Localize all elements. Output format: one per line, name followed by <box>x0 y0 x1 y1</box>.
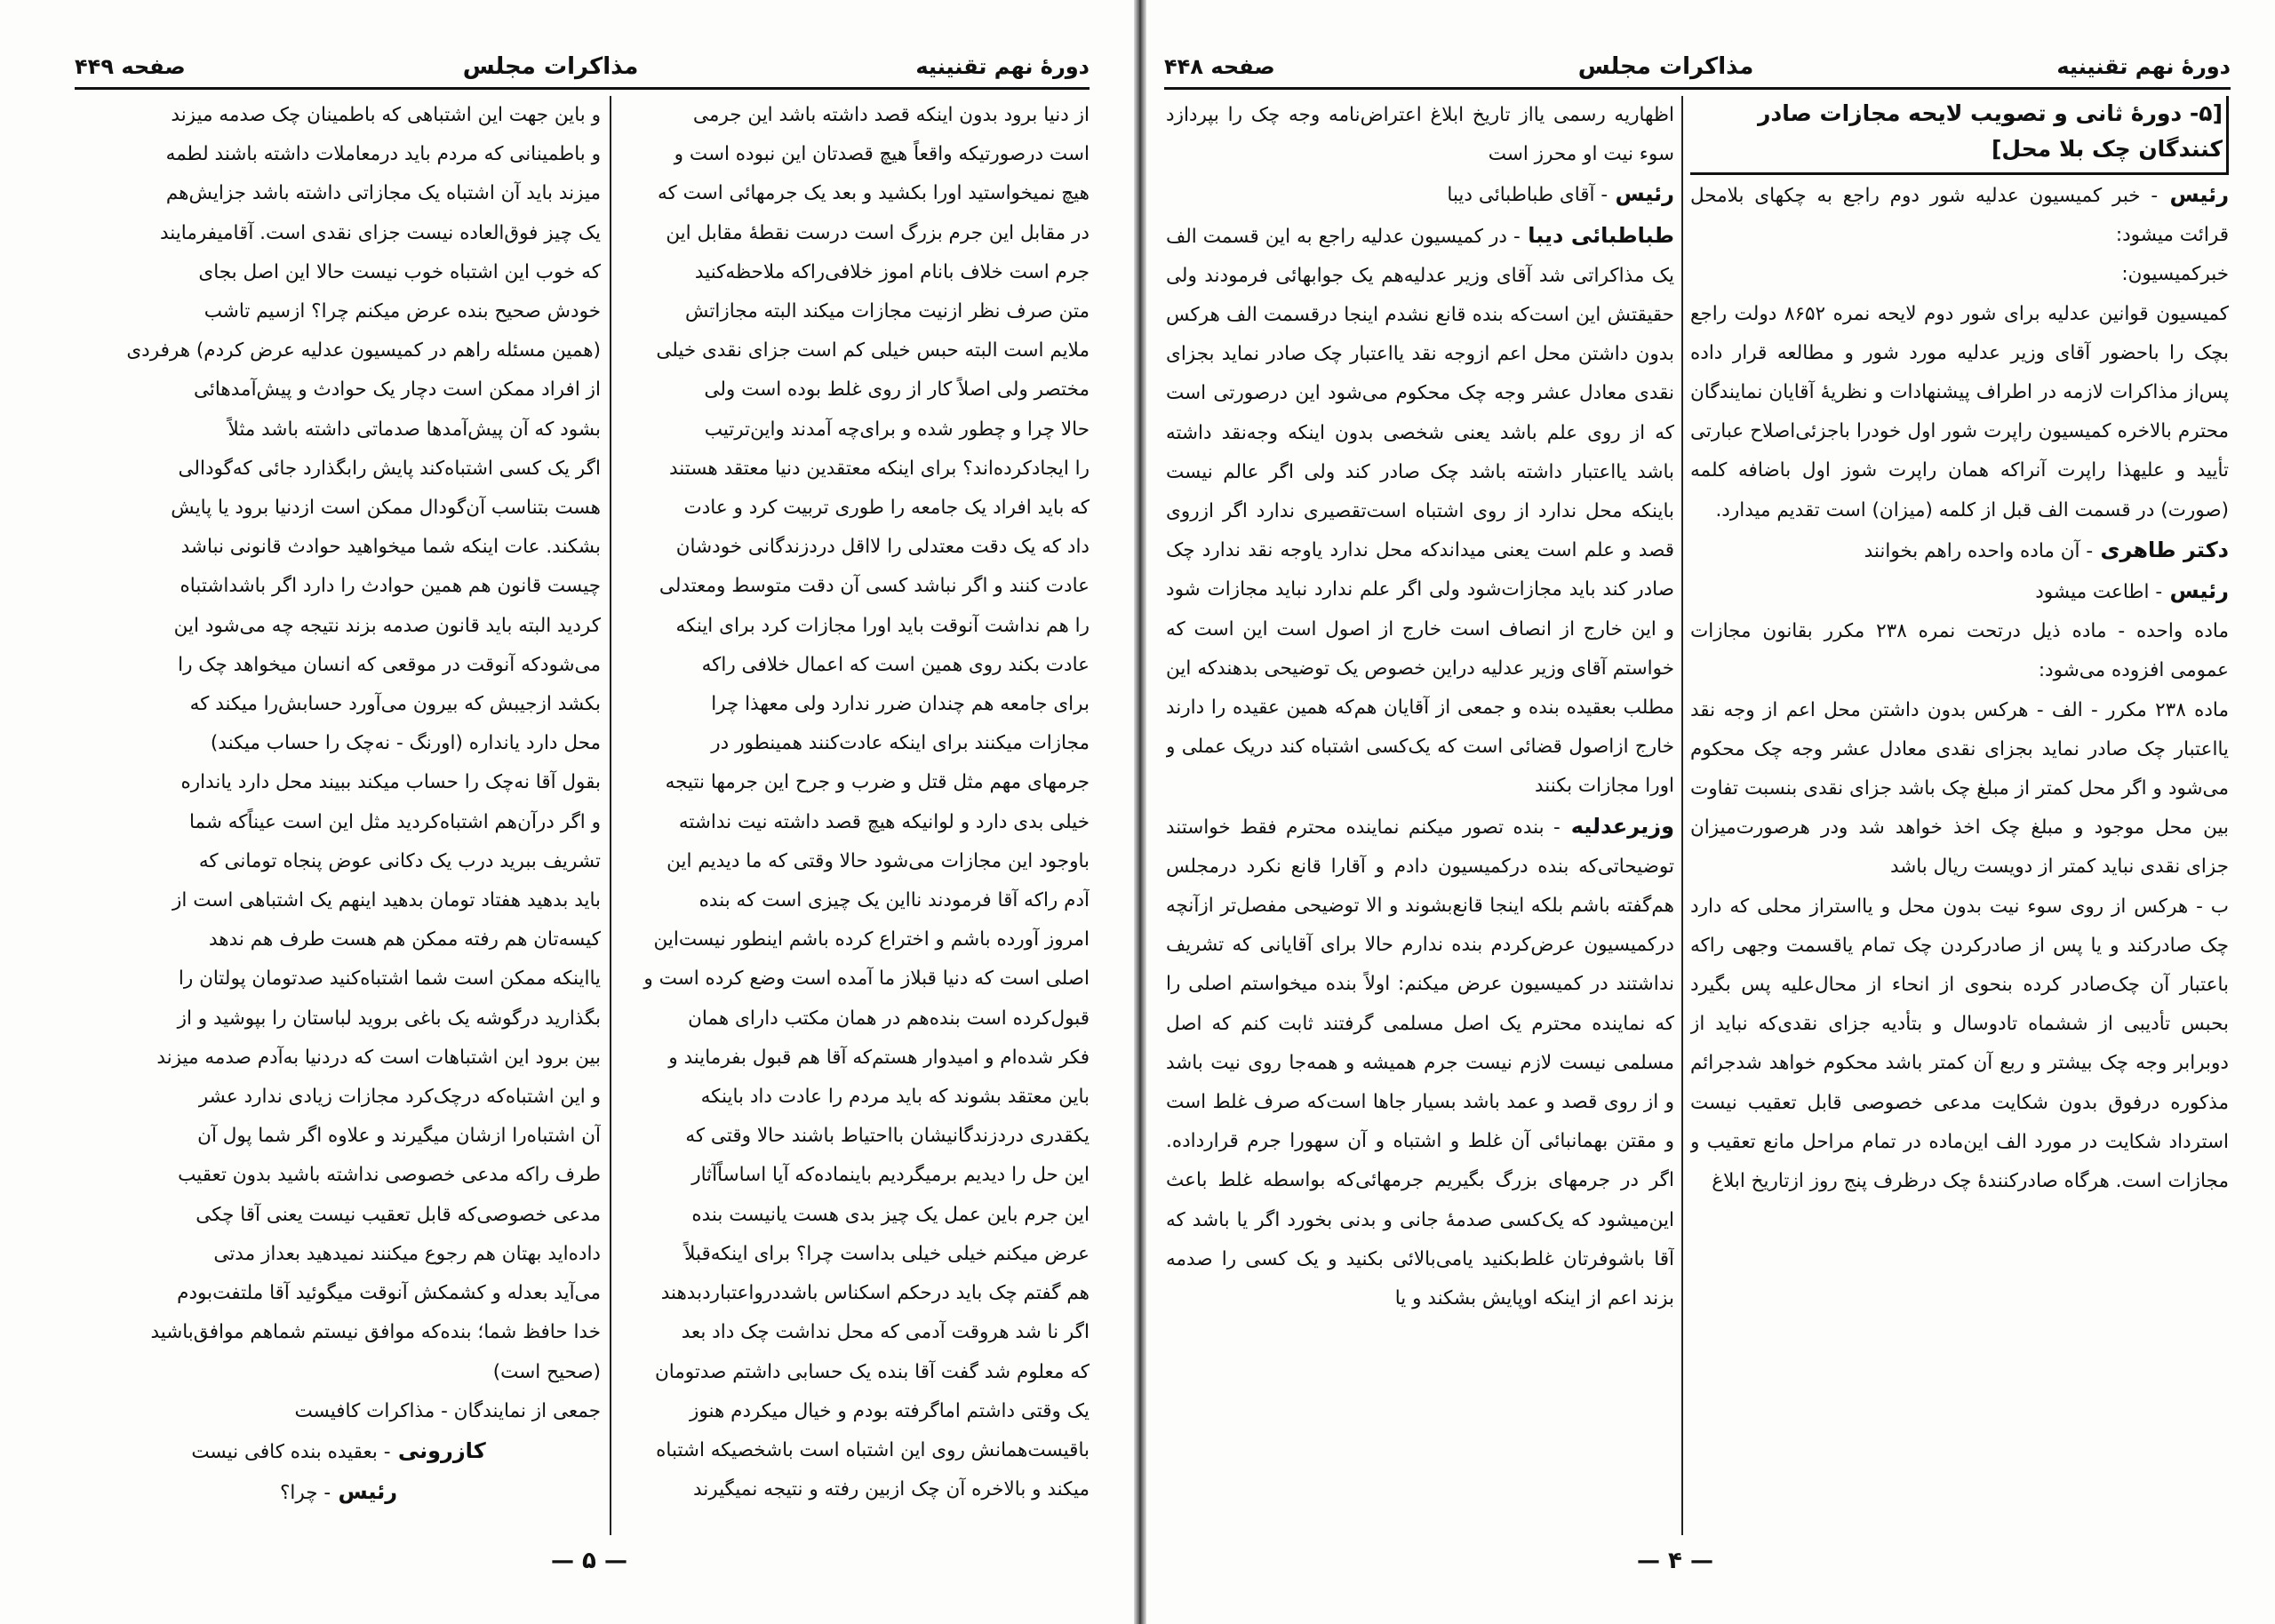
right-page-footer: — ۴ — <box>1637 1548 1713 1574</box>
paragraph <box>1690 691 2229 888</box>
text-line: عرض میکنم خیلی خیلی بداست چرا؟ برای اینکه‌قبلاً <box>684 1242 1090 1265</box>
text-line: کیسه‌تان هم رفته ممکن هم هست طرف هم ندهد <box>208 928 601 951</box>
text-line: امروز آورده باشم و اختراع کرده باشم اینطور نیست‌این <box>653 928 1090 951</box>
text-line: باین معتقد بشوند که باید مردم را عادت داد باینکه <box>700 1086 1090 1109</box>
right-header-title: مذاکرات مجلس <box>1577 53 1754 80</box>
text-line: هم گفتم چک باید درحکم اسکناس باشد‌درواعتبارد‌بدهند <box>660 1282 1090 1305</box>
text-line: خیلی بدی دارد و لوانیکه هیچ قصد داشته نیت نداشته <box>678 810 1090 833</box>
paragraph <box>1690 571 2229 612</box>
text-line: هست بتناسب آن‌گودال ممکن است ازدنیا برود یا پایش <box>171 497 601 520</box>
right-period-label: دورهٔ نهم تقنینیه <box>2056 54 2231 79</box>
text-line: یکقدری دردزندگانیشان بااحتیاط باشند حالا وقتی که <box>685 1125 1090 1148</box>
text-line: از دنیا برود بدون اینکه قصد داشته باشد این جرمی <box>692 104 1090 126</box>
text-line: می‌آید بعدله و کشمکش آنوقت میگوئید آقا ملتفت‌بودم <box>177 1282 601 1305</box>
text-line: چیست قانون هم همین حوادث را دارد اگر باشداشتباه <box>180 575 601 598</box>
paragraph-text: ماده واحده - ماده ذیل درتحت نمره ۲۳۸ مکرر بقانون مجازات عمومی افزوده می‌شود: <box>1690 620 2229 682</box>
right-page-header <box>1164 52 2231 82</box>
right-page <box>1139 0 2275 1624</box>
text-line: باوجود این مجازات می‌شود حالا وقتی که ما دیدیم این <box>667 849 1090 872</box>
text-line: ملایم است البته حبس خیلی کم است جزای نقدی خیلی <box>656 339 1090 362</box>
paragraph-text: اظهاریه رسمی یااز تاریخ ابلاغ اعتراض‌نامه وجه چک را بپردازد سوء نیت او محرز است <box>1166 104 1674 166</box>
speaker-name: دکتر طاهری <box>2093 537 2229 562</box>
paragraph <box>1166 174 1674 215</box>
speaker-name: کازرونی <box>390 1437 486 1463</box>
paragraph-text: ماده ۲۳۸ مکرر - الف - هرکس بدون داشتن محل اعم از وجه نقد یااعتبار چک صادر نماید بجزای نقدی معادل عشر وجه چک محکوم می‌شود و اگر محل کمتر از مبلغ چک باشد جزای نقدی بنسبت تفاوت بین محل موجود و مبلغ چک اخذ خواهد شد ودر هرصورت‌میزان جزای نقدی نباید کمتر از دویست ریال باشد <box>1690 698 2229 879</box>
left-header-rule <box>75 87 1090 90</box>
speaker-name: رئیس <box>331 1479 398 1505</box>
text-line: این جرم باین عمل یک چیز بدی هست یانیست بنده <box>691 1203 1090 1226</box>
right-page-number: صفحه ۴۴۸ <box>1164 54 1275 79</box>
paragraph-text: - آقای طباطبائی دیبا <box>1447 184 1608 207</box>
text-line: فکر شده‌ام و امیدوار هستم‌که آقا هم قبول بفرمایند و <box>668 1046 1090 1069</box>
right-column-right <box>1690 96 2229 1535</box>
text-line: است درصورتیکه واقعاً هیچ قصدتان این نبوده است و <box>674 143 1090 166</box>
text-line: و باین جهت این اشتباهی که باطمینان چک صدمه میزند <box>171 104 601 126</box>
text-line: میکند و بالاخره آن چک ازبین رفته و نتیجه نمیگیرند <box>692 1478 1090 1501</box>
text-line: هیچ نمیخواستید اورا بکشید و بعد یک جرمهائی است که <box>657 182 1090 205</box>
paragraph-text: ب - هرکس از روی سوء نیت بدون محل و یااستراز محلی که دارد چک صادرکند و یا پس از صادرکردن چک تمام یاقسمت وجهی راکه باعتبار آن چک‌صادر کرده بنحوی از انحاء از محال‌علیه پس بگیرد بحبس تأدیبی از ششماه تادوسال و بتأدیه جزای نقدی‌که نباید از دوبرابر وجه چک بیشتر و ربع آن کمتر باشد محکوم خواهد شدجرائم مذکوره درفوق بدون شکایت مدعی خصوصی قابل تعقیب نیست استرداد شکایت در مورد الف این‌ماده در تمام مراحل مانع تعقیب و مجازات است. هرگاه صادرکنندهٔ چک درظرف پنج روز ازتاریخ ابلاغ <box>1690 895 2229 1193</box>
text-line: و این اشتباه‌که درچک‌کرد مجازات زیادی ندارد عشر <box>198 1086 601 1109</box>
left-column-right <box>620 96 1090 1535</box>
paragraph-text: - بنده تصور میکنم نماینده محترم فقط خواستند توضیحاتی‌که بنده درکمیسیون دادم و آقارا قانع نکرد درمجلس هم‌گفته باشم بلکه اینجا قانع‌بشوند و الا توضیحی مفصل‌تر ازآنچه درکمیسیون عرض‌کردم بنده ندارم حالا برای آقایانی که تشریف نداشتند در کمیسیون عرض میکنم: اولاً بنده میخواستم اصلی را که نماینده محترم یک اصل مسلمی گرفتند ثابت کنم که اصل مسلمی نیست لازم نیست جرم همیشه و همه‌جا روی نیت باشد و از روی قصد و عمد باشد بسیار جاها است‌که صرف غلط است و مقتن بهمانبائی آن غلط و اشتباه و آن سهورا جرم قرارداده. اگر در جرمهای بزرگ بگیریم جرمهائی‌که بواسطه غلط باعث این‌میشود که یک‌کسی صدمهٔ جانی و بدنی بخورد اگر یا باشد که آقا باشوفرتان غلط‌بکنید یامی‌بالائی بکنید و یک کسی را صدمه بزند اعم از اینکه اوپایش بشکند و یا <box>1166 816 1674 1310</box>
text-line: خدا حافظ شما؛ بنده‌که موافق نیستم شماهم موافق‌باشید <box>150 1321 601 1344</box>
right-column-divider <box>1681 96 1683 1535</box>
speaker-paragraph <box>76 1431 601 1472</box>
text-line: این حل را دیدیم برمیگردیم باینماده‌که آیا اساساً‌آثار <box>691 1164 1090 1187</box>
text-line: جرمهای مهم مثل قتل و ضرب و جرح این جرمها نتیجه <box>665 771 1090 794</box>
paragraph-text: کمیسیون قوانین عدلیه برای شور دوم لایحه نمره ۸۶۵۲ دولت راجع بچک را باحضور آقای وزیر عدلیه مورد شور و مطالعه قرار داده پس‌از مذاکرات لازمه در اطراف پیشنهادات و نظریهٔ آقایان نمایندگان محترم بالاخره کمیسیون راپرت شور اول خودرا باجزئی‌اصلاح عبارتی تأیید و علیهذا راپرت آنراکه همان راپرت شوز اول باضافه کلمه (صورت) در قسمت الف قبل از کلمه (میزان) است تقدیم میدارد. <box>1690 302 2229 521</box>
text-line: بکشد ازجیبش که بیرون می‌آورد حسابش‌را میکند که <box>189 693 601 716</box>
text-line: را ایجادکرده‌اند؟ برای اینکه معتقدین دنیا معتقد هستند <box>668 457 1090 480</box>
text-line: و اگر در‌آن‌هم اشتباه‌کردید مثل این است عیناً‌که شما <box>188 810 601 833</box>
speaker-text: - چرا؟ <box>279 1482 331 1505</box>
text-line: محل دارد یانداره (اورنگ - نه‌چک را حساب میکند) <box>210 732 601 755</box>
text-line: اصلی است که دنیا قبلاز ما آمده است وضع کرده است و <box>643 967 1090 991</box>
paragraph-text: - آن ماده واحده راهم بخوانند <box>1864 539 2094 562</box>
paragraph-text: خبرکمیسیون: <box>2121 263 2229 286</box>
text-line: مجازات میکنند برای اینکه عادت‌کنند همینطور در <box>711 732 1090 755</box>
text-line: میزند باید آن اشتباه یک مجازاتی داشته باشد جزایش‌هم <box>165 182 601 205</box>
text-line: را هم نداشت آنوقت باید اورا مجازات کرد برای اینکه <box>675 614 1090 637</box>
left-column-left <box>76 96 601 1535</box>
text-line: عادت کنند و اگر نباشد کسی آن دقت متوسط ومعتدلی <box>659 575 1090 598</box>
paragraph-text: - در کمیسیون عدلیه راجع به این قسمت الف یک مذاکراتی شد آقای وزیر عدلیه‌هم یک جوابهائی فرمودند ولی حقیقتش این است‌که بنده قانع نشدم اینجا درقسمت الف هرکس بدون داشتن محل اعم ازوجه نقد یااعتبار چک صادر نماید بجزای نقدی معادل عشر وجه چک محکوم می‌شود این درصورتی است که از روی علم باشد یعنی شخصی بدون اینکه وجه‌نقد داشته باشد یااعتبار داشته باشد چک صادر کند ولی اگر عالم نیست باینکه محل ندارد از روی اشتباه است‌تقصیری ندارد اگر ازروی قصد و علم است یعنی میداندکه محل ندارد یاوجه نقد ندارد چک صادر کند باید مجازات‌شود ولی اگر علم ندارد نباید مجازات شود و این خارج از انصاف است خارج از اصول است این است که خواستم آقای وزیر عدلیه دراین خصوص یک توضیحی بدهندکه این مطلب بعقیده بنده و جمعی از آقایان هم‌که همین عقیده را دارند خارج ازاصول قضائی است که یک‌کسی اشتباه کند دریک عملی و اورا مجازات بکنند <box>1166 225 1674 798</box>
text-line: (صحیح است) <box>492 1360 601 1383</box>
right-header-rule <box>1164 87 2231 90</box>
text-line: طرف راکه مدعی خصوصی نداشته باشید بدون تعقیب <box>178 1164 601 1187</box>
text-line: باید بدهید هفتاد تومان بدهید اینهم یک اشتباهی است از <box>172 889 601 912</box>
text-line: خودش صحیح بنده عرض میکنم چرا؟ ازسیم تاشب <box>204 300 601 323</box>
text-line: جرم است خلاف بانام اموز خلافی‌راکه ملاحظه‌کنید <box>694 260 1090 283</box>
text-line: اگر نا شد هروقت آدمی که محل نداشت چک داد بعد <box>681 1321 1090 1344</box>
left-period-label: دورهٔ نهم تقنینیه <box>915 54 1090 79</box>
paragraph-text: - خبر کمیسیون عدلیه شور دوم راجع به چکهای بلامحل قرائت میشود: <box>1690 185 2229 247</box>
speaker-name: رئیس <box>2158 182 2229 207</box>
text-line: قبول‌کرده است بنده‌هم در همان مکتب دارای همان <box>688 1007 1090 1030</box>
text-line: بین برود این اشتباهات است که دردنیا به‌آدم صدمه میزند <box>156 1046 601 1069</box>
text-line: که باید افراد یک جامعه را طوری تربیت کرد و عادت <box>683 497 1090 520</box>
left-page-footer: — ۵ — <box>551 1548 627 1574</box>
text-line: حالا چرا و چطور شده و برای‌چه آمدند واین‌ترتیب <box>704 418 1090 441</box>
text-line: برای جامعه هم چندان ضرر ندارد ولی معهذا چرا <box>711 693 1090 716</box>
text-line: تشریف ببرید درب یک دکانی عوض پنجاه تومانی که <box>198 849 601 872</box>
paragraph-text: - اطاعت میشود <box>2035 581 2163 604</box>
paragraph <box>1690 295 2229 530</box>
speaker-name: رئیس <box>2162 578 2229 604</box>
text-line: بشود که آن پیش‌آمدها صدماتی داشته باشد مثلاً <box>228 418 601 441</box>
text-line: آدم راکه آقا فرمودند نااین یک چیزی است که بنده <box>698 889 1090 912</box>
text-line: از افراد ممکن است دچار یک حوادث و پیش‌آمدهائی <box>193 378 601 402</box>
left-column-divider <box>610 96 611 1535</box>
right-column-left <box>1166 96 1674 1535</box>
text-line: باقیست‌همانش روی این اشتباه است باشخصیکه اشتباه <box>656 1438 1090 1461</box>
speaker-name: طباطبائی دیبا <box>1520 222 1674 248</box>
text-line: یااینکه ممکن است شما اشتباه‌کنید صدتومان پولتان را <box>178 967 601 991</box>
text-line: مختصر ولی اصلاً کار از روی غلط بوده است ولی <box>704 378 1090 402</box>
text-line: یک چیز فوق‌العاده نیست جزای نقدی است. آقامیفرمایند <box>159 221 601 244</box>
text-line: که معلوم شد گفت آقا بنده یک حسابی داشتم صدتومان <box>654 1360 1090 1383</box>
speaker-text: - بعقیده بنده کافی نیست <box>191 1440 391 1463</box>
text-line: داده‌اید بهتان هم رجوع میکنند نمیدهید بعداز مدتی <box>213 1242 601 1265</box>
paragraph <box>1690 612 2229 690</box>
text-line: اگر یک کسی اشتباه‌کند پایش رابگذارد جائی که‌گودالی <box>178 457 601 480</box>
text-line: که خوب این اشتباه خوب نیست حالا این اصل بجای <box>198 260 601 283</box>
paragraph <box>1690 530 2229 571</box>
speaker-paragraph <box>76 1472 601 1513</box>
text-line: و باطمینانی که مردم باید درمعاملات داشته باشند لطمه <box>165 143 601 166</box>
text-line: متن صرف نظر ازنیت مجازات میکند البته مجازاتش <box>685 300 1090 323</box>
paragraph <box>1690 255 2229 294</box>
paragraph <box>1690 888 2229 1202</box>
paragraph <box>1166 96 1674 174</box>
text-line: بشکند. عات اینکه شما میخواهید حوادث قانونی نباشد <box>180 536 601 559</box>
speaker-name: وزیرعدلیه <box>1560 813 1674 839</box>
text-line: جمعی از نمایندگان - مذاکرات کافیست <box>294 1399 601 1422</box>
speaker-name: رئیس <box>1608 181 1674 207</box>
paragraph <box>1166 807 1674 1319</box>
paragraph <box>1166 216 1674 807</box>
text-line: مدعی خصوصی‌که قابل تعقیب نیست یعنی آقا چکی <box>196 1203 601 1226</box>
text-line: بقول آقا نه‌چک را حساب میکند ببیند محل دارد یانداره <box>180 771 601 794</box>
text-line: می‌شودکه آنوقت در موقعی که انسان میخواهد چک را <box>178 653 601 676</box>
text-line: (همین مسئله راهم در کمیسیون عدلیه عرض کردم) هرفردی <box>126 339 601 362</box>
text-line: کردید البته باید قانون صدمه بزند نتیجه چه می‌شود این <box>173 614 601 637</box>
left-page-header <box>75 52 1090 82</box>
text-line: یک وقتی داشتم اما‌گرفته بودم و خیال میکردم هنوز <box>689 1399 1090 1422</box>
text-line: داد که یک دقت معتدلی را لااقل دردزندگانی خودشان <box>675 536 1090 559</box>
text-line: بگذارید درگوشه یک باغی بروید لباستان را بپوشید و از <box>177 1007 601 1030</box>
text-line: آن اشتباه‌را ازشان میگیرند و علاوه اگر شما پول آن <box>197 1125 601 1148</box>
left-header-title: مذاکرات مجلس <box>462 53 639 80</box>
text-line: عادت بکند روی همین است که اعمال خلافی راکه <box>701 653 1090 676</box>
paragraph <box>1690 175 2229 255</box>
section-heading: [۵- دورهٔ ثانی و تصویب لایحه مجازات صادر کنندگان چک بلا محل] <box>1690 96 2229 175</box>
left-page-number: صفحه ۴۴۹ <box>75 54 186 79</box>
text-line: در مقابل این جرم بزرگ است درست نقطهٔ مقابل این <box>666 221 1090 244</box>
